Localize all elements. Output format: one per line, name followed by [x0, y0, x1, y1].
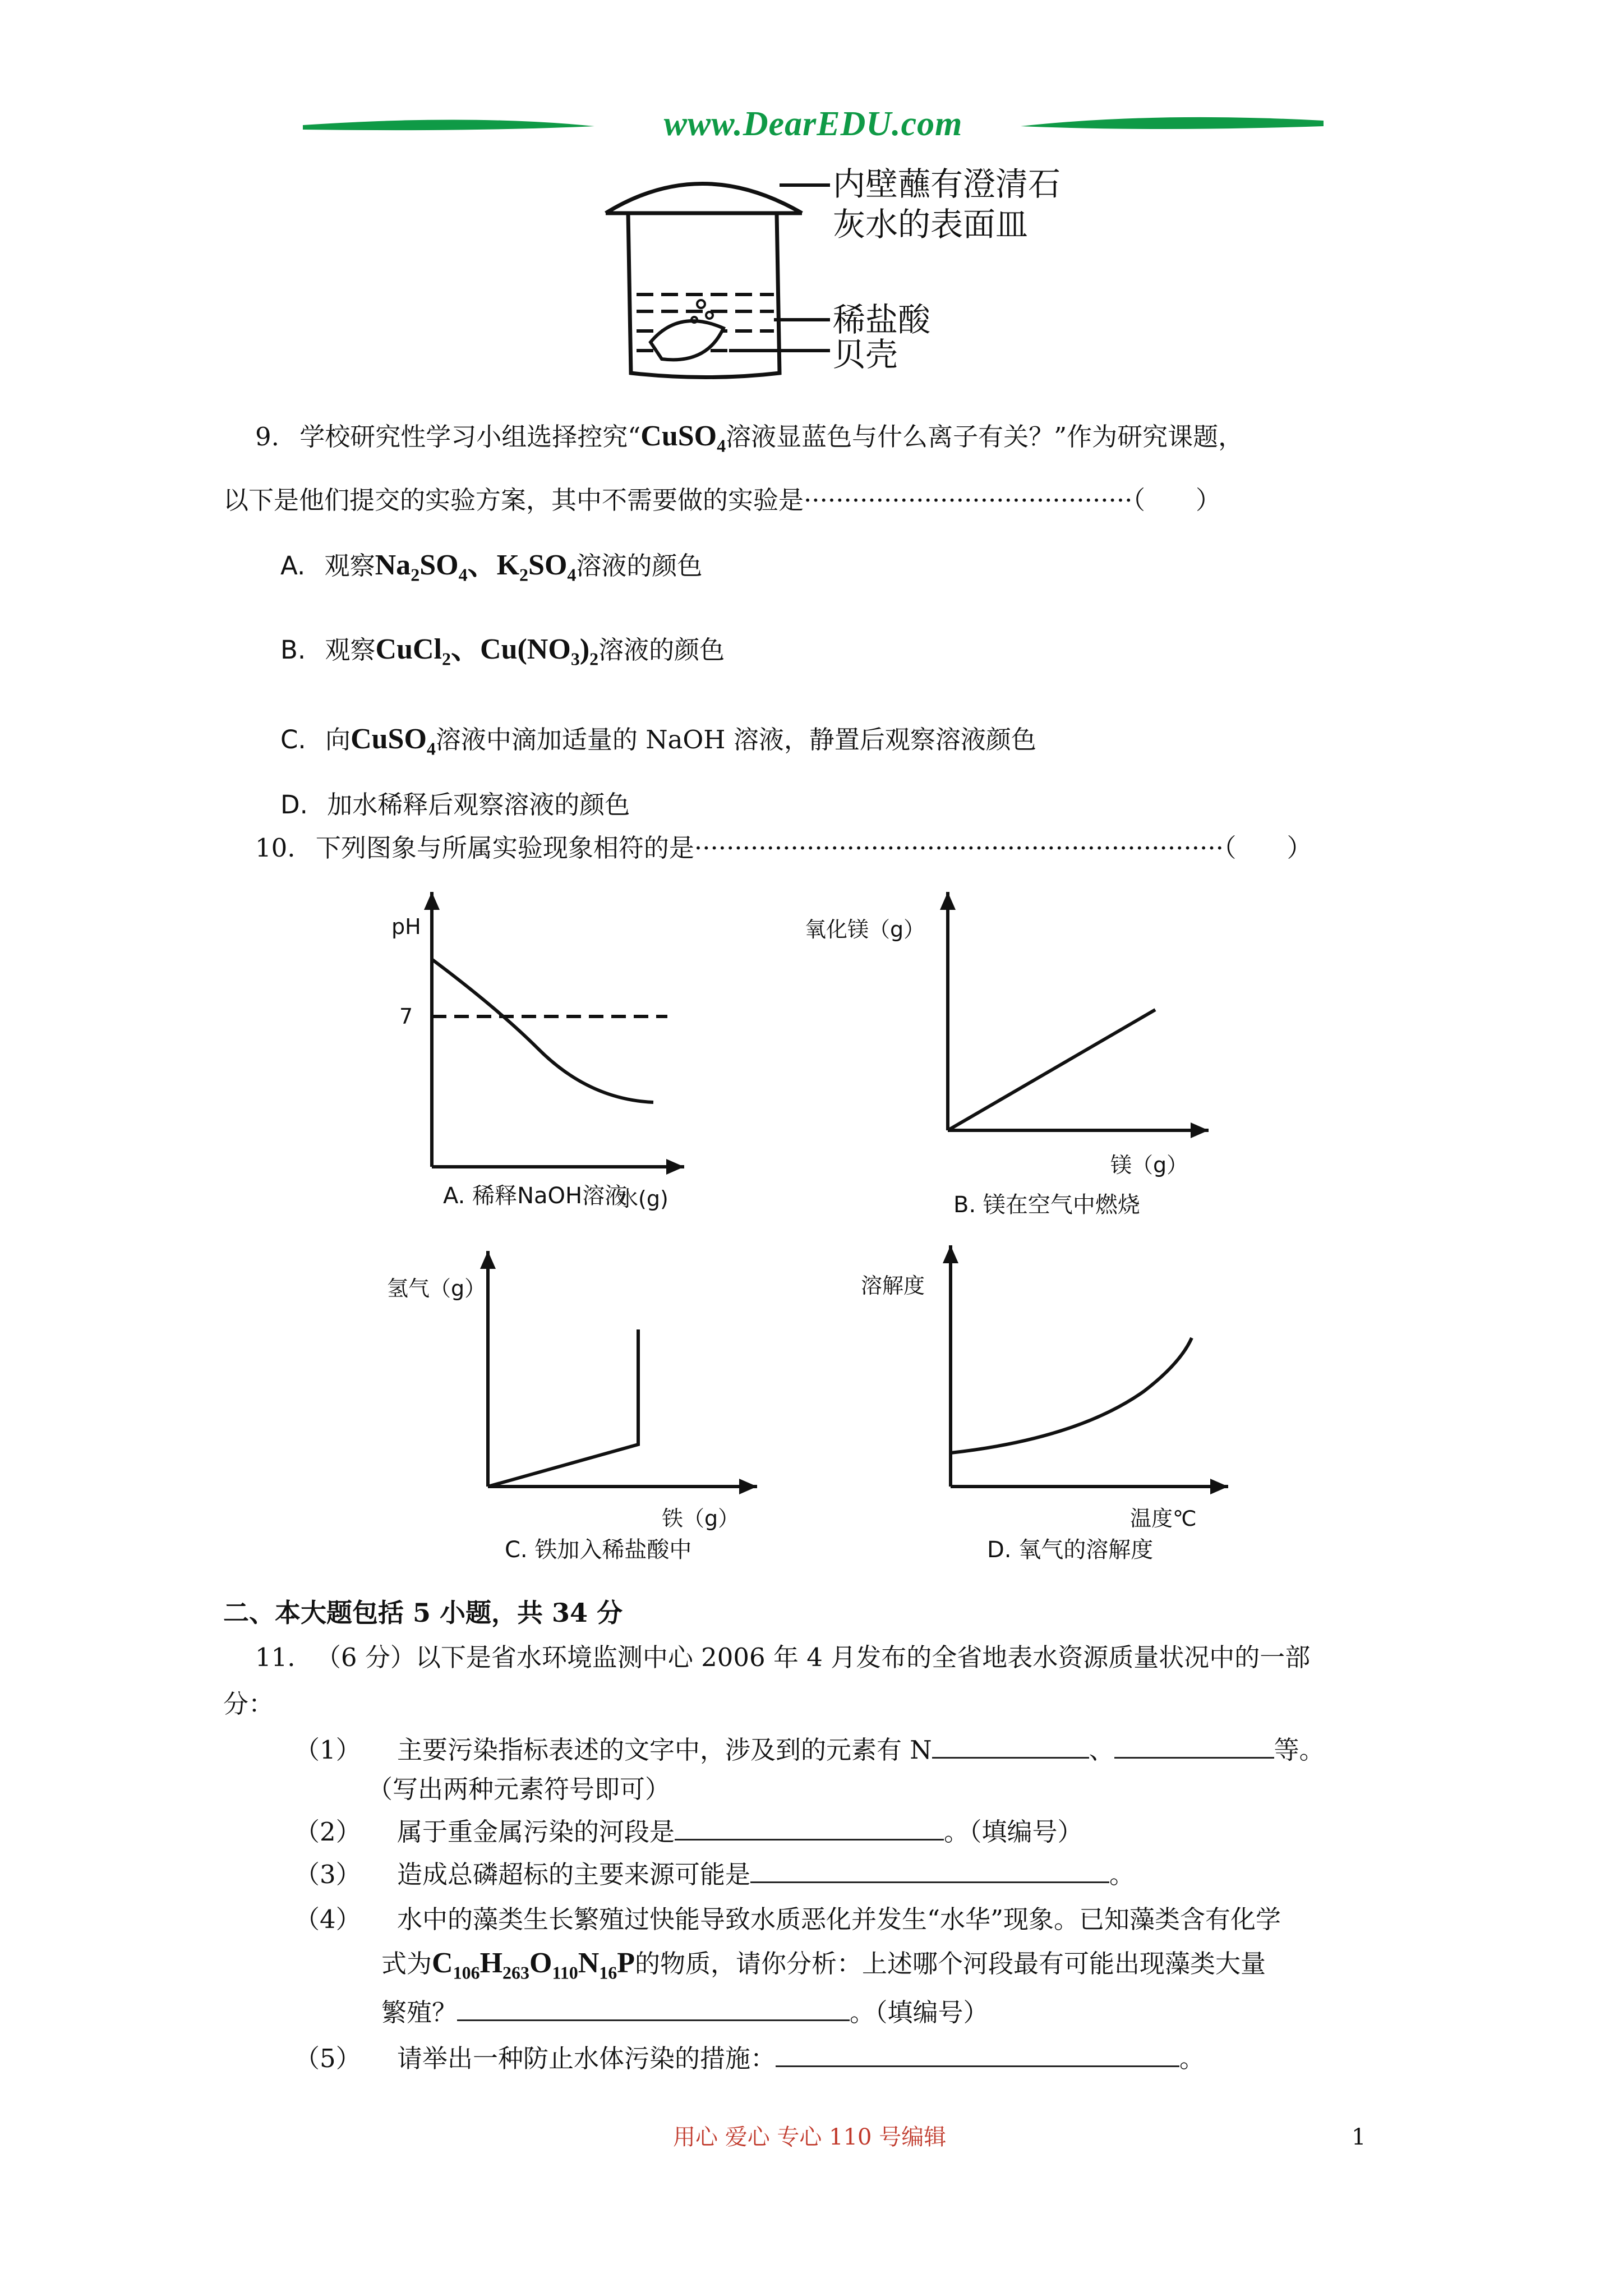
- graph-a-curve: [432, 959, 653, 1102]
- banner-left-swoosh: [303, 119, 594, 130]
- label-shell: 贝壳: [833, 335, 898, 374]
- graph-b[interactable]: [796, 875, 1234, 1189]
- q11-p1-blank-1[interactable]: [932, 1734, 1089, 1759]
- q9-option-c[interactable]: C. 向CuSO$_4$溶液中滴加适量的 NaOH 溶液，静置后观察溶液颜色: [280, 723, 1036, 759]
- graph-c[interactable]: [370, 1240, 774, 1554]
- footer-note: 用心 爱心 专心 110 号编辑: [673, 2124, 947, 2150]
- shell: [651, 321, 723, 360]
- q9-line-2: 以下是他们提交的实验方案，其中不需要做的实验是·········································（ ）: [223, 485, 1221, 515]
- q11-p2-blank[interactable]: [675, 1816, 944, 1841]
- graph-d[interactable]: [852, 1234, 1256, 1554]
- graph-a-caption: A. 稀释NaOH溶液: [443, 1183, 628, 1209]
- graph-c-caption: C. 铁加入稀盐酸中: [505, 1537, 692, 1563]
- q9-option-d[interactable]: D. 加水稀释后观察溶液的颜色: [280, 790, 630, 820]
- graph-d-caption: D. 氧气的溶解度: [987, 1537, 1154, 1563]
- q11-part-5: （5） 请举出一种防止水体污染的措施： 。: [294, 2044, 1205, 2073]
- page-number: 1: [1352, 2124, 1366, 2150]
- graph-c-line: [488, 1329, 638, 1487]
- watch-glass: [606, 184, 802, 214]
- header-banner: [303, 104, 1324, 154]
- graph-b-ylabel: 氧化镁（g）: [805, 917, 925, 942]
- q9-formula: CuSO$_4$: [640, 420, 726, 456]
- q11-line-1: 11. （6 分）以下是省水环境监测中心 2006 年 4 月发布的全省地表水资源质量状况中的一部: [255, 1642, 1311, 1672]
- q11-p3-blank[interactable]: [750, 1859, 1109, 1883]
- q11-number: 11.: [255, 1642, 296, 1672]
- q10-stem: 10. 下列图象与所属实验现象相符的是··································································（ ）: [255, 833, 1312, 863]
- q11-part-4: （4） 水中的藻类生长繁殖过快能导致水质恶化并发生“水华”现象。已知藻类含有化学: [294, 1904, 1281, 1934]
- graph-c-ylabel: 氢气（g）: [387, 1276, 486, 1301]
- label-acid: 稀盐酸: [833, 301, 931, 339]
- q9-b-formula: CuCl$_2$、$Cu(NO_3)_2$: [375, 633, 599, 669]
- graph-d-ylabel: 溶解度: [861, 1273, 925, 1298]
- q10-number: 10.: [255, 833, 296, 863]
- graph-d-xlabel: 温度℃: [1130, 1506, 1197, 1531]
- q9-stem-1-post: 溶液显蓝色与什么离子有关？”作为研究课题，: [726, 422, 1244, 452]
- algae-formula: $C_{106}H_{263}O_{110}N_{16}P$: [432, 1947, 635, 1983]
- apparatus-diagram: [594, 157, 1133, 393]
- q11-p4-blank[interactable]: [457, 1997, 850, 2021]
- q9-a-formula: $Na_2SO_4$、$K_2SO_4$: [375, 549, 577, 585]
- graph-b-xlabel: 镁（g）: [1110, 1153, 1188, 1177]
- q11-line-2: 分：: [223, 1689, 274, 1719]
- graph-c-xlabel: 铁（g）: [662, 1506, 740, 1531]
- q9-line-1: [255, 420, 1243, 462]
- q9-stem-1-pre: 学校研究性学习小组选择控究“: [299, 422, 641, 452]
- graph-a-tick-7: 7: [399, 1004, 413, 1029]
- q11-p1-blank-2[interactable]: [1114, 1734, 1274, 1759]
- q11-part-3: （3） 造成总磷超标的主要来源可能是 。: [294, 1860, 1135, 1889]
- q9-c-formula: CuSO$_4$: [351, 723, 436, 759]
- q11-part-4-answer: 繁殖？ 。（填编号）: [381, 1998, 989, 2027]
- q9-option-b[interactable]: B. 观察CuCl$_2$、$Cu(NO_3)_2$溶液的颜色: [280, 633, 725, 669]
- graph-a-xlabel: 水(g): [617, 1186, 668, 1211]
- graph-b-line: [948, 1010, 1155, 1130]
- q11-part-2: （2） 属于重金属污染的河段是 。（填编号）: [294, 1817, 1083, 1847]
- graph-d-curve: [951, 1338, 1192, 1453]
- label-dish-2: 灰水的表面皿: [833, 205, 1029, 243]
- graph-b-caption: B. 镁在空气中燃烧: [953, 1192, 1140, 1218]
- q11-part-1-note: （写出两种元素符号即可）: [367, 1774, 671, 1804]
- site-title: www.DearEDU.com: [663, 105, 963, 143]
- graph-a[interactable]: [387, 875, 701, 1223]
- section-2-title: 二、本大题包括 5 小题，共 34 分: [223, 1598, 623, 1628]
- q11-part-4-formula-line: 式为$C_{106}H_{263}O_{110}N_{16}P$的物质，请你分析：上述哪个河段最有可能出现藻类大量: [381, 1947, 1266, 1983]
- graph-a-ylabel: pH: [391, 914, 421, 939]
- q11-part-1: （1） 主要污染指标表述的文字中，涉及到的元素有 N 、 等。: [294, 1735, 1325, 1765]
- q9-number: 9.: [255, 422, 279, 452]
- banner-right-swoosh: [1021, 117, 1324, 129]
- label-dish-1: 内壁蘸有澄清石: [833, 165, 1061, 203]
- q9-option-a[interactable]: A. 观察$Na_2SO_4$、$K_2SO_4$溶液的颜色: [280, 549, 703, 585]
- q11-p5-blank[interactable]: [776, 2043, 1179, 2067]
